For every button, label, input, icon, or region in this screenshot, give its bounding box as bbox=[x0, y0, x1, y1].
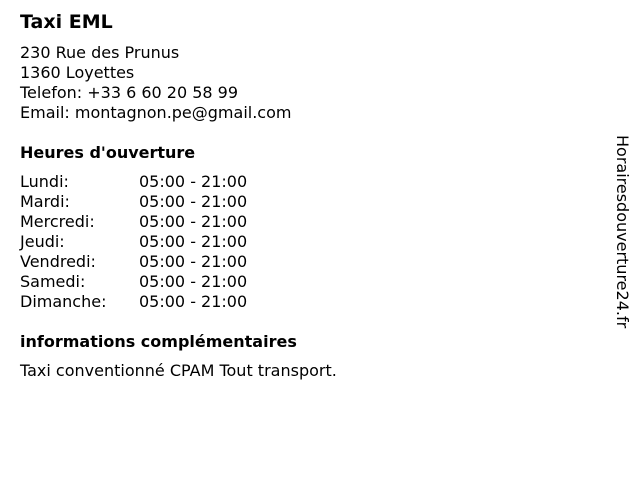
day-label: Jeudi: bbox=[20, 232, 65, 251]
hours-row-saturday bbox=[20, 272, 580, 292]
time-range: 05:00 - 21:00 bbox=[139, 252, 248, 271]
day-label: Mercredi: bbox=[20, 212, 95, 231]
day-label: Vendredi: bbox=[20, 252, 96, 271]
hours-table bbox=[20, 172, 580, 312]
time-range: 05:00 - 21:00 bbox=[139, 172, 248, 191]
hours-heading: Heures d'ouverture bbox=[20, 143, 196, 162]
time-range: 05:00 - 21:00 bbox=[139, 272, 248, 291]
day-label: Samedi: bbox=[20, 272, 86, 291]
hours-row-monday bbox=[20, 172, 580, 192]
address-street: 230 Rue des Prunus bbox=[20, 43, 180, 62]
hours-row-sunday bbox=[20, 292, 580, 312]
hours-row-thursday bbox=[20, 232, 580, 252]
hours-row-tuesday bbox=[20, 192, 580, 212]
time-range: 05:00 - 21:00 bbox=[139, 232, 248, 251]
info-heading: informations complémentaires bbox=[20, 332, 297, 351]
business-card bbox=[20, 10, 580, 381]
day-label: Dimanche: bbox=[20, 292, 107, 311]
business-name: Taxi EML bbox=[20, 11, 113, 33]
email-address: Email: montagnon.pe@gmail.com bbox=[20, 103, 292, 122]
time-range: 05:00 - 21:00 bbox=[139, 212, 248, 231]
hours-row-wednesday bbox=[20, 212, 580, 232]
info-text: Taxi conventionné CPAM Tout transport. bbox=[20, 361, 337, 380]
day-label: Mardi: bbox=[20, 192, 70, 211]
time-range: 05:00 - 21:00 bbox=[139, 192, 248, 211]
time-range: 05:00 - 21:00 bbox=[139, 292, 248, 311]
phone-number: Telefon: +33 6 60 20 58 99 bbox=[20, 83, 239, 102]
day-label: Lundi: bbox=[20, 172, 69, 191]
site-watermark: Horairesdouverture24.fr bbox=[613, 135, 632, 329]
address-city: 1360 Loyettes bbox=[20, 63, 135, 82]
hours-row-friday bbox=[20, 252, 580, 272]
contact-block bbox=[20, 43, 580, 123]
